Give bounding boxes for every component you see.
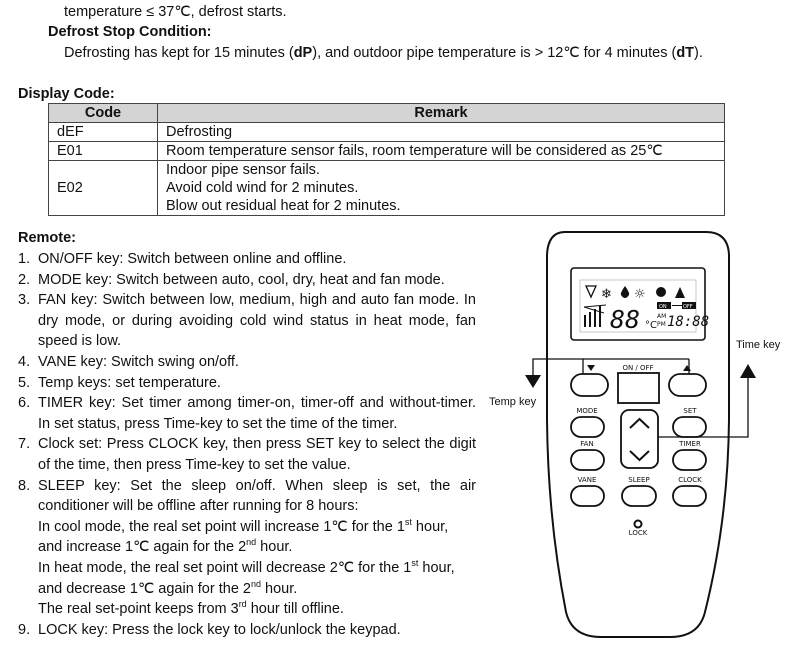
item-text: MODE key: Switch between auto, cool, dry, heat and fan mode. — [38, 271, 445, 288]
col-remark: Remark — [158, 104, 725, 123]
intro-line — [64, 3, 287, 21]
note-sup: rd — [238, 599, 247, 610]
stop-text-c: ). — [694, 45, 703, 61]
list-item — [18, 373, 476, 394]
stop-dp: dP — [293, 45, 313, 61]
sleep-label: SLEEP — [628, 476, 650, 484]
stop-text-a: Defrosting has kept for 15 minutes ( — [64, 45, 294, 61]
note-part: hour, and decrease 1℃ again for the 2 — [38, 559, 455, 597]
table-header-row — [49, 104, 725, 123]
note-sup: nd — [246, 537, 257, 548]
code-cell: E02 — [49, 161, 158, 216]
note-part: The real set-point keeps from 3 — [38, 601, 239, 618]
remote-key-list — [18, 249, 476, 640]
lcd-off-label: OFF — [683, 304, 693, 310]
item-text: VANE key: Switch swing on/off. — [38, 353, 239, 370]
fan-label: FAN — [580, 440, 594, 448]
list-item — [18, 352, 476, 373]
circle-fan-icon — [656, 287, 666, 297]
item-text: Clock set: Press CLOCK key, then press SET key to select the digit of the time, then press Time-key to set the value. — [38, 436, 476, 473]
item-number: 7. — [18, 436, 31, 453]
list-item — [18, 249, 476, 270]
list-item — [18, 290, 476, 352]
item-number: 4. — [18, 353, 31, 370]
note-part: In heat mode, the real set point will decrease 2℃ for the 1 — [38, 559, 412, 576]
item-text: TIMER key: Set timer among timer-on, timer-off and without-timer. In set status, press Time-key to set the time of the timer. — [38, 395, 476, 432]
display-code-table — [48, 103, 725, 216]
item-number: 9. — [18, 621, 31, 638]
list-item — [18, 270, 476, 291]
onoff-button[interactable] — [618, 373, 659, 403]
note-part: In cool mode, the real set point will increase 1℃ for the 1 — [38, 518, 405, 535]
remark-cell: Defrosting — [158, 123, 725, 142]
timer-button[interactable] — [673, 450, 706, 470]
stop-text-b: ), and outdoor pipe temperature is > 12℃ for 4 minutes ( — [312, 45, 677, 61]
fan-button[interactable] — [571, 450, 604, 470]
defrost-stop-text — [64, 44, 703, 62]
remark-cell — [158, 161, 725, 216]
set-label: SET — [683, 407, 697, 415]
mode-label: MODE — [576, 407, 598, 415]
arrow-down-icon — [525, 375, 541, 388]
list-item — [18, 434, 476, 475]
note-sup: st — [404, 516, 412, 527]
item-number: 2. — [18, 271, 31, 288]
item-number: 6. — [18, 395, 31, 412]
table-row — [49, 161, 725, 216]
note-part: hour, and increase 1℃ again for the 2 — [38, 518, 449, 556]
clock-button[interactable] — [673, 486, 706, 506]
list-item — [18, 620, 476, 641]
lcd-clock: 18:88 — [667, 314, 710, 330]
item-text: FAN key: Switch between low, medium, high and auto fan mode. In dry mode, or during avoiding cold wind status in heat mode, fan speed is low. — [38, 292, 476, 350]
sleep-heat-note — [18, 558, 476, 599]
sleep-keep-note — [18, 599, 476, 620]
temp-up-button[interactable] — [669, 374, 706, 396]
list-item — [18, 393, 476, 434]
remote-heading: Remote: — [18, 230, 77, 246]
lcd-pm: PM — [657, 321, 666, 328]
lcd-am: AM — [657, 313, 667, 320]
note-part: hour. — [256, 539, 293, 556]
item-text: LOCK key: Press the lock key to lock/unlock the keypad. — [38, 621, 401, 638]
mode-button[interactable] — [571, 417, 604, 437]
clock-label: CLOCK — [678, 476, 702, 484]
onoff-label: ON / OFF — [622, 364, 654, 372]
temp-down-button[interactable] — [571, 374, 608, 396]
note-sup: st — [411, 558, 419, 569]
sun-icon: ☼ — [634, 287, 646, 302]
note-part: hour till offline. — [246, 601, 344, 618]
code-cell: dEF — [49, 123, 158, 142]
remark-line: Blow out residual heat for 2 minutes. — [166, 198, 401, 214]
lcd-temperature: 88 — [610, 305, 641, 334]
table-row — [49, 123, 725, 142]
remote-control-diagram — [480, 225, 793, 645]
arrow-up-icon — [740, 364, 756, 378]
sleep-cool-note — [18, 517, 476, 558]
note-part: hour. — [261, 580, 298, 597]
item-text: SLEEP key: Set the sleep on/off. When sleep is set, the air conditioner will be offline after running for 8 hours: — [38, 477, 476, 515]
remark-line: Avoid cold wind for 2 minutes. — [166, 180, 359, 196]
display-code-heading: Display Code: — [18, 86, 115, 102]
vane-label: VANE — [577, 476, 597, 484]
item-number: 1. — [18, 251, 31, 267]
sleep-button[interactable] — [622, 486, 656, 506]
item-number: 3. — [18, 292, 31, 309]
remark-line: Indoor pipe sensor fails. — [166, 162, 320, 178]
item-text: ON/OFF key: Switch between online and offline. — [38, 251, 347, 267]
col-code: Code — [49, 104, 158, 123]
time-key-label: Time key — [736, 339, 781, 351]
defrost-stop-heading: Defrost Stop Condition: — [48, 24, 212, 40]
table-row — [49, 142, 725, 161]
item-number: 8. — [18, 477, 31, 494]
remark-cell: Room temperature sensor fails, room temperature will be considered as 25℃ — [158, 142, 725, 161]
lcd-unit: °C — [645, 320, 657, 331]
lock-button[interactable] — [635, 521, 642, 528]
list-item — [18, 476, 476, 517]
stop-dt: dT — [676, 45, 695, 61]
item-number: 5. — [18, 374, 31, 391]
intro-text: temperature ≤ 37℃, defrost starts. — [64, 4, 287, 20]
item-text: Temp keys: set temperature. — [38, 374, 221, 391]
code-cell: E01 — [49, 142, 158, 161]
vane-button[interactable] — [571, 486, 604, 506]
temp-key-label: Temp key — [489, 396, 537, 408]
timer-label: TIMER — [679, 440, 701, 448]
lcd-on-label: ON — [659, 304, 667, 310]
snowflake-icon: ❄ — [601, 287, 612, 302]
note-sup: nd — [250, 578, 261, 589]
lock-label: LOCK — [628, 529, 648, 537]
set-button[interactable] — [673, 417, 706, 437]
